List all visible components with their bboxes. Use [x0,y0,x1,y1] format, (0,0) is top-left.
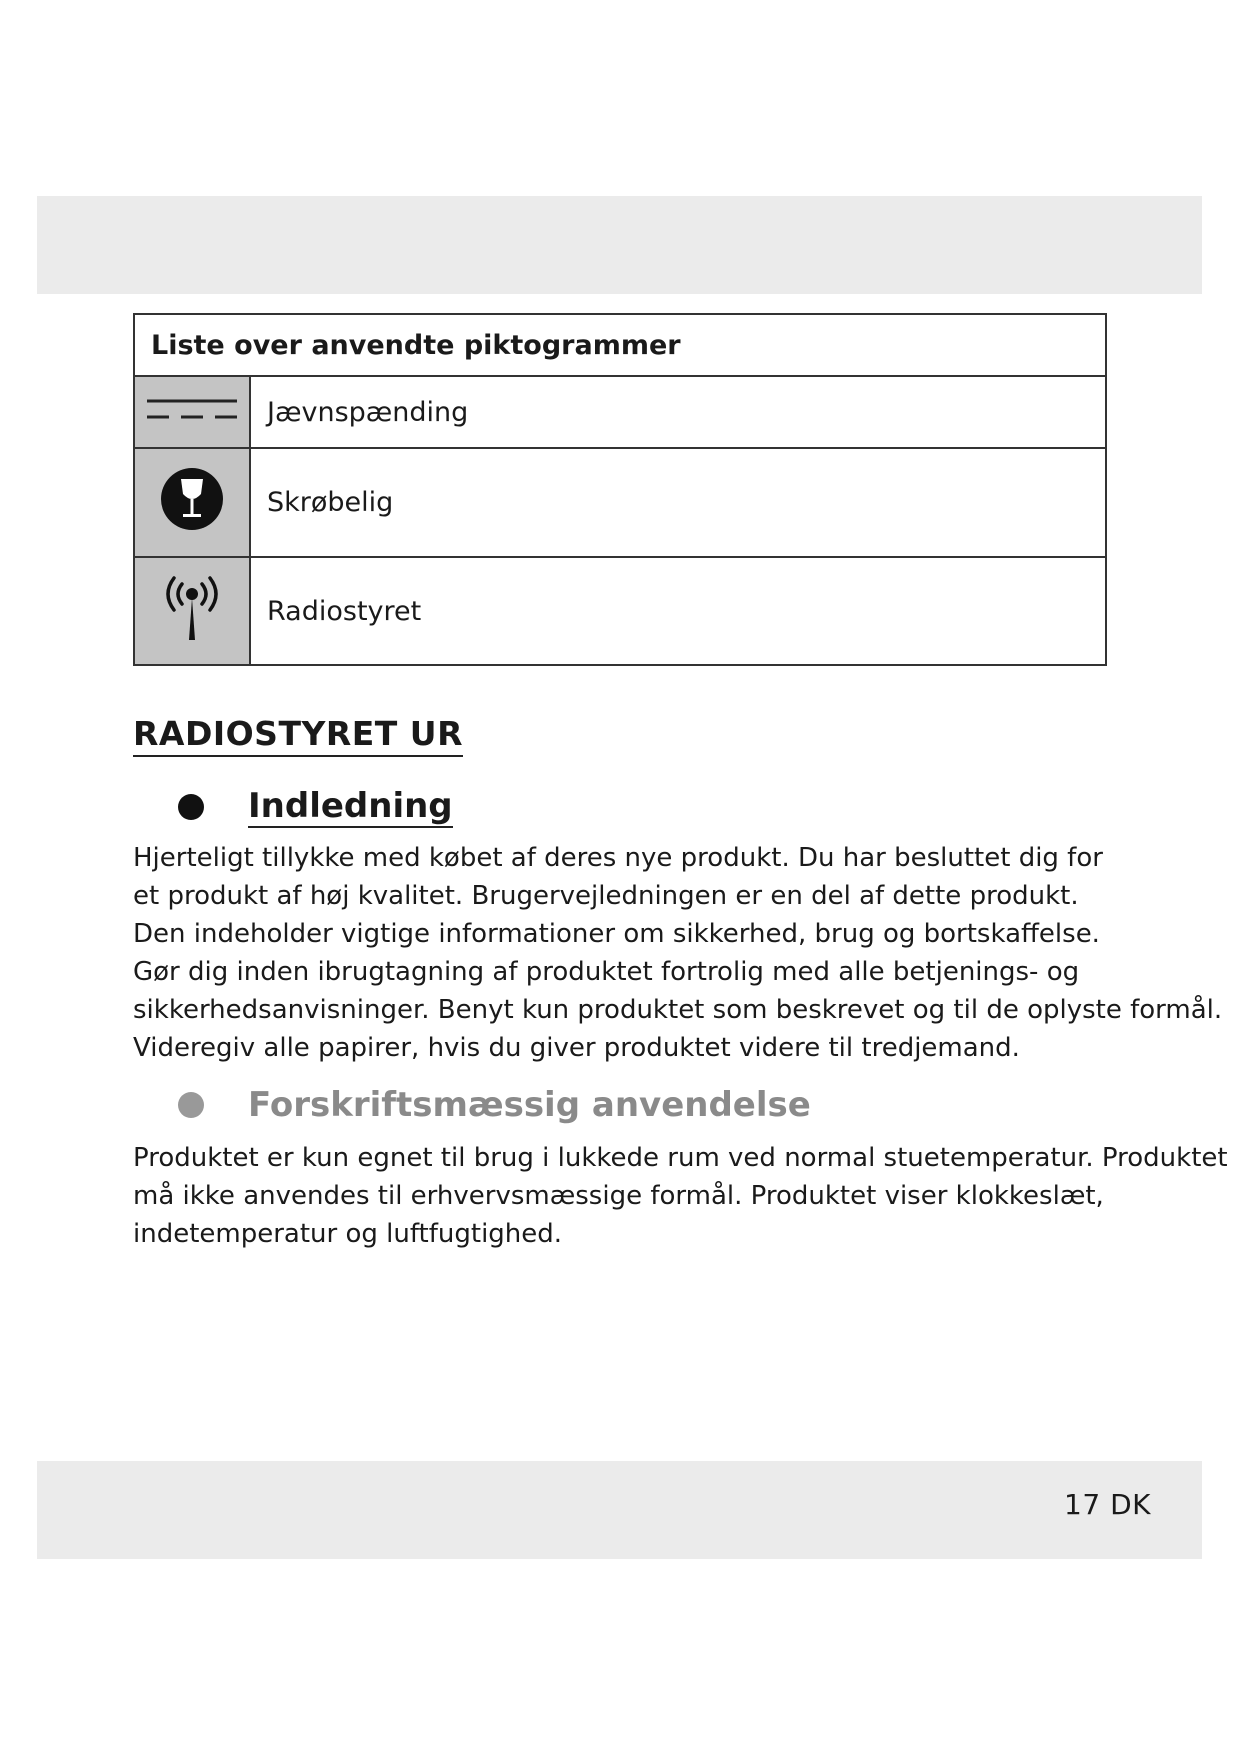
paragraph-line: Gør dig inden ibrugtagning af produktet fortrolig med alle betjenings- og [133,957,1080,987]
paragraph-line: sikkerhedsanvisninger. Benyt kun produktet som beskrevet og til de oplyste formål. [133,995,1223,1025]
paragraph-line: et produkt af høj kvalitet. Brugervejledningen er en del af dette produkt. [133,881,1079,911]
header-band [37,196,1202,294]
pictogram-label: Radiostyret [250,557,1106,665]
table-row [134,557,1106,665]
usage-paragraph [133,1139,1228,1253]
footer-band [37,1461,1202,1559]
pictogram-table [133,313,1107,666]
paragraph-line: Den indeholder vigtige informationer om sikkerhed, brug og bortskaffelse. [133,919,1100,949]
fragile-glass-icon [134,448,250,557]
intro-paragraph [133,839,1223,1067]
bullet-icon [178,1092,204,1118]
paragraph-line: må ikke anvendes til erhvervsmæssige formål. Produktet viser klokkeslæt, [133,1181,1104,1211]
paragraph-line: Hjerteligt tillykke med købet af deres nye produkt. Du har besluttet dig for [133,843,1103,873]
paragraph-line: indetemperatur og luftfugtighed. [133,1219,563,1249]
pictogram-label: Skrøbelig [250,448,1106,557]
table-row [134,376,1106,448]
pictogram-table-header: Liste over anvendte piktogrammer [134,314,1106,376]
table-row [134,448,1106,557]
radio-antenna-icon [134,557,250,665]
intro-heading [178,786,453,828]
paragraph-line: Produktet er kun egnet til brug i lukkede rum ved normal stuetemperatur. Produktet [133,1143,1228,1173]
pictogram-label: Jævnspænding [250,376,1106,448]
usage-heading-text: Forskriftsmæssig anvendelse [248,1085,811,1125]
intro-heading-text: Indledning [248,786,453,826]
page-number: 17 DK [1064,1488,1151,1521]
dc-voltage-icon [134,376,250,448]
section-title: RADIOSTYRET UR [133,714,463,757]
usage-heading [178,1085,811,1125]
paragraph-line: Videregiv alle papirer, hvis du giver produktet videre til tredjemand. [133,1033,1020,1063]
bullet-icon [178,794,204,820]
